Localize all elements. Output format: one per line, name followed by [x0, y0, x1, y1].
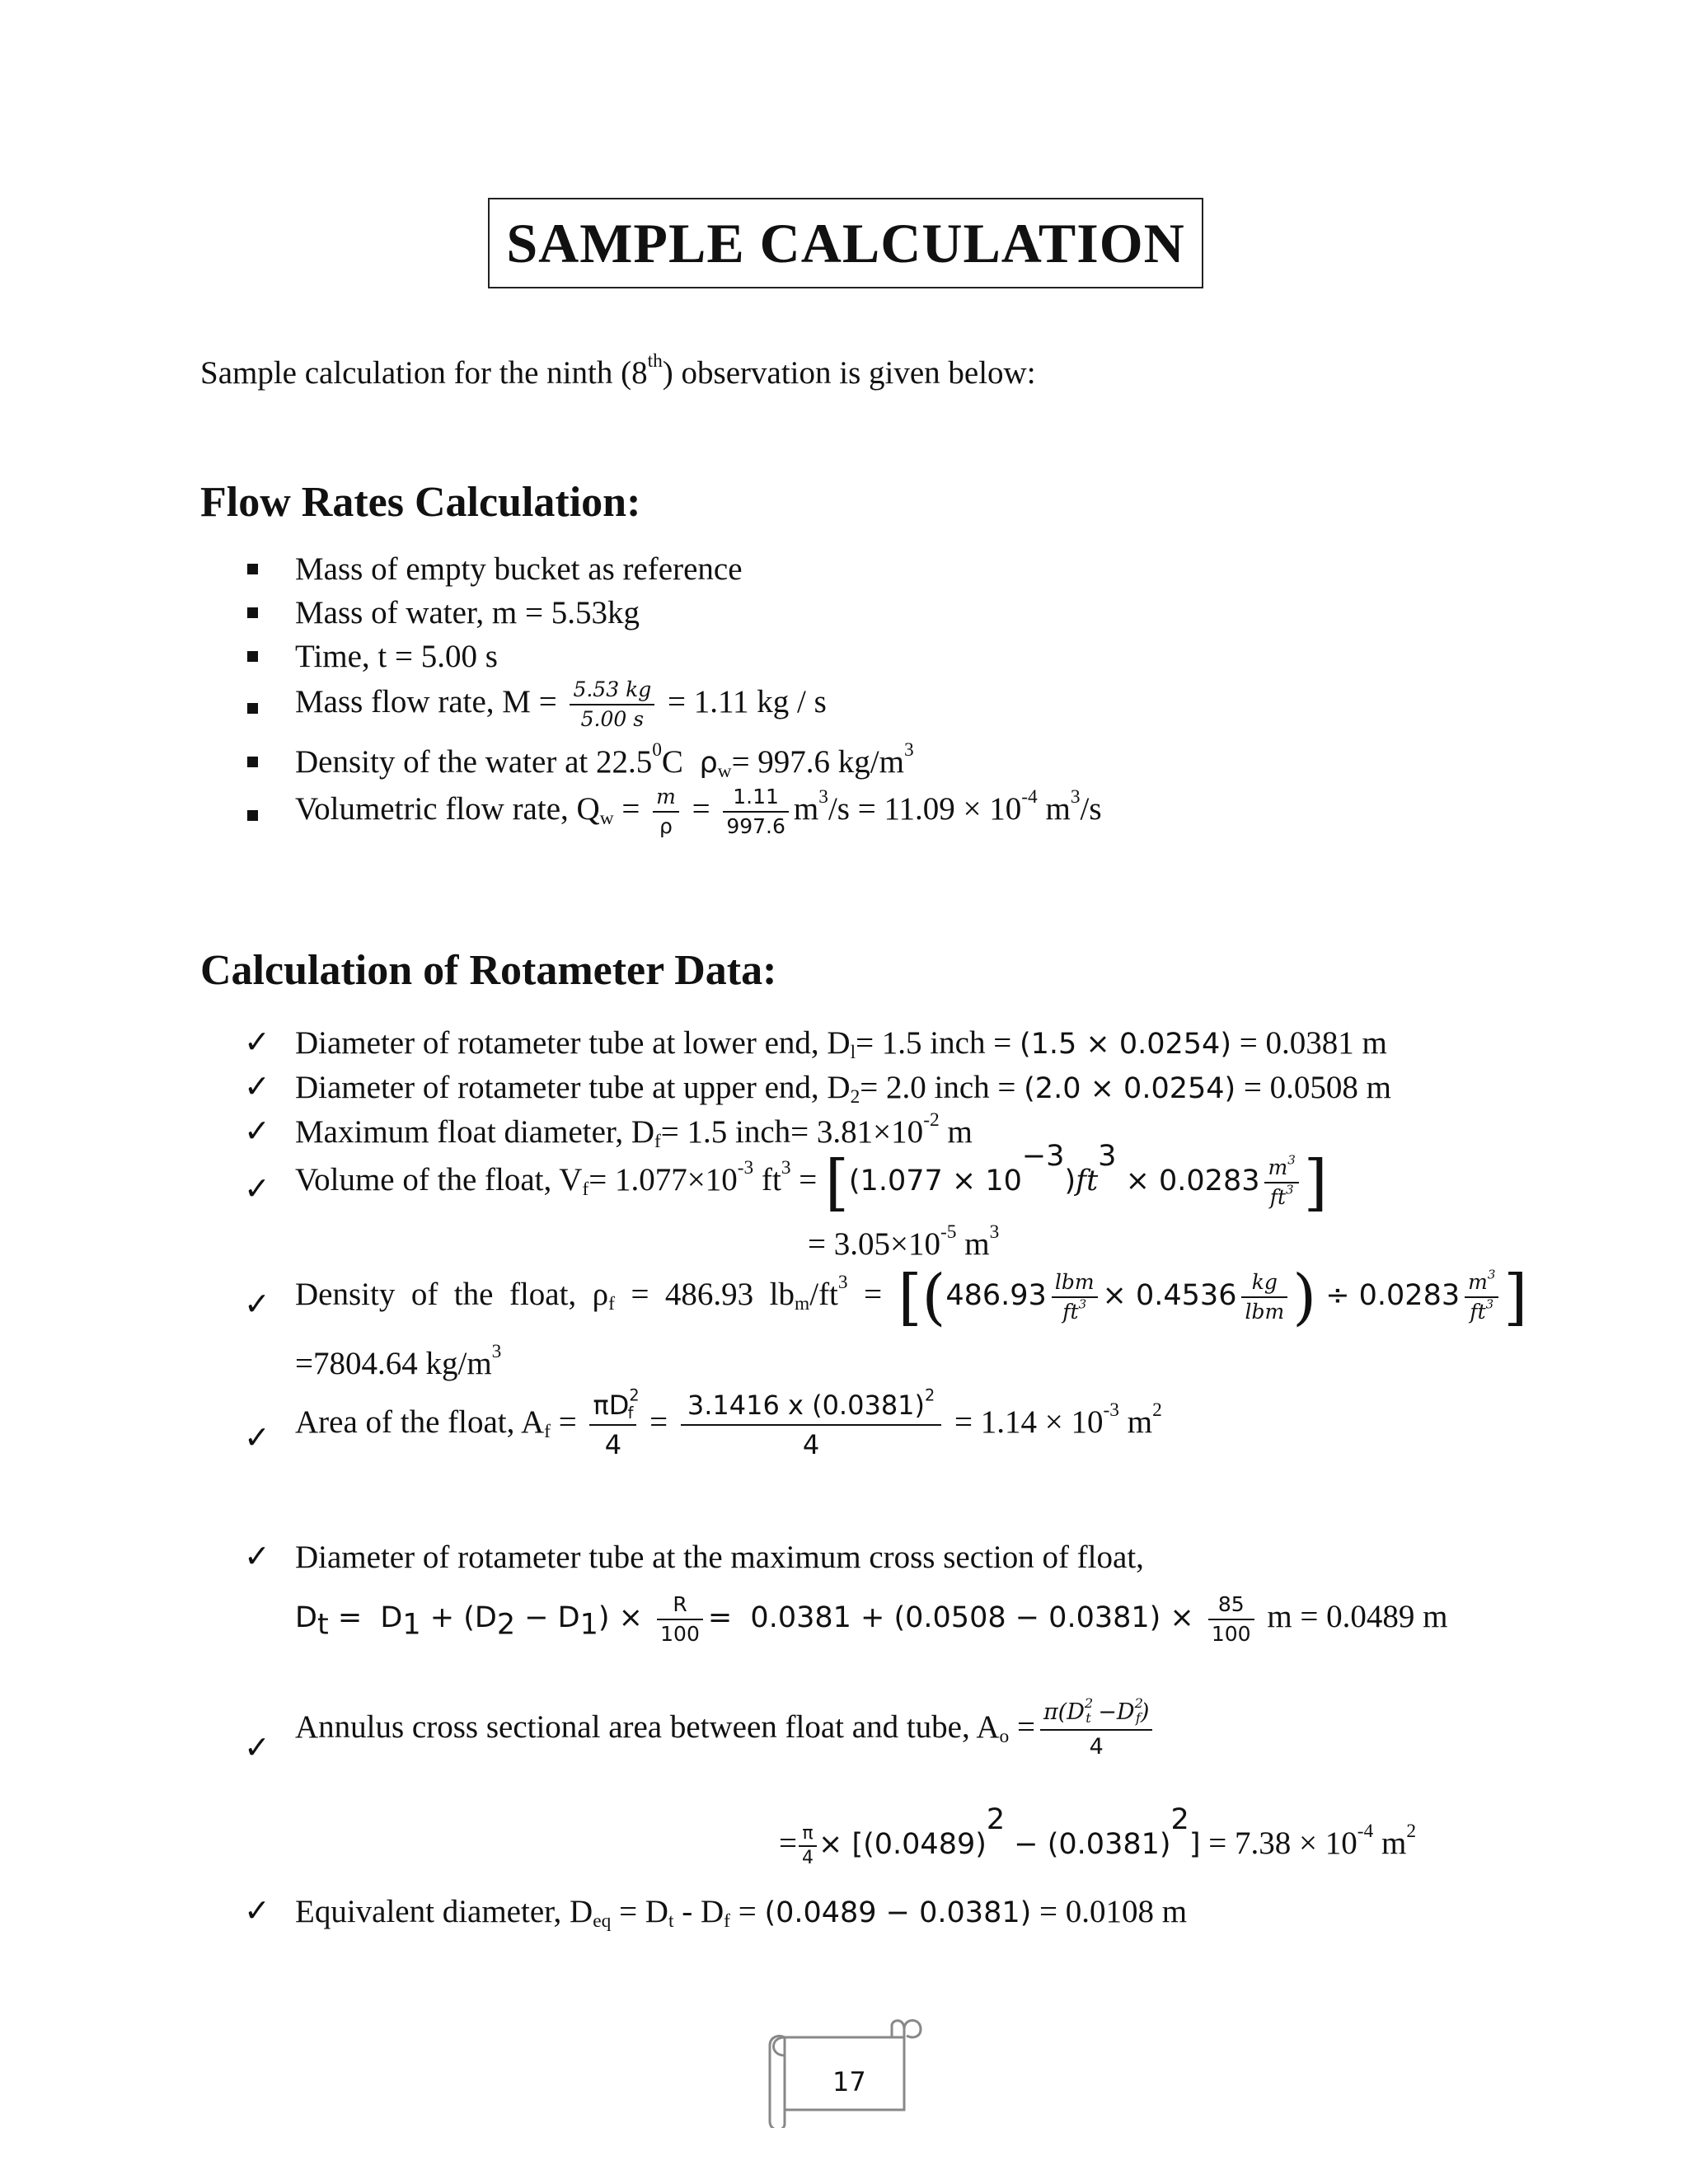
density-value: = 997.6 kg/m	[731, 744, 904, 780]
dt-lhs: D	[295, 1601, 317, 1634]
af-num1: πD	[593, 1390, 630, 1421]
annulus-formula-fraction	[1040, 1696, 1152, 1764]
vf-result-sup: -5	[940, 1221, 957, 1244]
bullet-icon	[247, 703, 258, 714]
vf-ft: ft	[1076, 1164, 1099, 1197]
dt-lhs-sub: t	[316, 1608, 329, 1642]
vf-unit-fraction	[1264, 1154, 1298, 1212]
pi-df-fraction	[589, 1385, 640, 1464]
ao-num-sub2: f	[1135, 1710, 1141, 1727]
fraction-denominator: 4	[604, 1429, 622, 1460]
fraction-denominator: 4	[1089, 1734, 1104, 1760]
intro-sup: th	[647, 350, 663, 373]
df-sub: f	[654, 1130, 661, 1152]
rota-annulus-result	[779, 1803, 1417, 1870]
degree-sup: 0	[652, 739, 662, 762]
rhof-unit: /ft	[809, 1276, 838, 1312]
deq-sub: eq	[593, 1910, 612, 1932]
degree-unit: C	[661, 744, 683, 780]
vf-expr-close: )	[1064, 1164, 1076, 1197]
vf-label: Volume of the float, V	[295, 1161, 583, 1197]
d2-mid: = 2.0 inch =	[860, 1070, 1025, 1105]
deq-mid2: - D	[673, 1894, 724, 1929]
dt-s3: 1	[579, 1608, 598, 1642]
af-result-unit-sup: 2	[1152, 1399, 1162, 1422]
rho-symbol: ρ	[699, 747, 718, 780]
vf-uden: ft	[1269, 1185, 1286, 1209]
fraction-numerator: m	[653, 783, 679, 813]
title-box	[488, 198, 1203, 288]
checkmark-icon: ✓	[244, 1892, 270, 1929]
ao-num: π(D	[1043, 1699, 1085, 1725]
volumetric-result: /s = 11.09 × 10	[828, 790, 1022, 827]
bullet-icon	[247, 564, 258, 574]
kg-lbm-fraction	[1241, 1268, 1287, 1326]
dt-eq2: = 0.0381 + (0.0508 − 0.0381) ×	[707, 1601, 1203, 1634]
dt-s2: 2	[496, 1608, 516, 1642]
fraction-numerator: 85	[1208, 1591, 1254, 1620]
left-bracket: [	[825, 1147, 849, 1218]
rota-dt-label: Diameter of rotameter tube at the maximum cross section of float,	[295, 1540, 1144, 1575]
rhof-times: × 0.4536	[1102, 1278, 1237, 1312]
rhof-sub: f	[608, 1292, 615, 1315]
checkmark-icon: ✓	[244, 1170, 270, 1207]
ao-result: = 7.38 × 10	[1200, 1825, 1357, 1861]
equals-sign: =	[621, 790, 640, 827]
fraction-numerator: 5.53 kg	[570, 676, 654, 705]
checkmark-icon: ✓	[244, 1286, 270, 1322]
fraction-numerator	[1264, 1154, 1298, 1183]
fraction-denominator	[1465, 1298, 1498, 1326]
vf-unum: m	[1268, 1155, 1288, 1179]
fraction-denominator: 5.00 s	[580, 707, 645, 731]
volumetric-fraction	[723, 783, 789, 841]
fraction-numerator	[681, 1386, 941, 1426]
vf-unum-sup: 3	[1287, 1152, 1296, 1168]
fraction-numerator: lbm	[1052, 1268, 1098, 1298]
m-over-rho-fraction	[653, 783, 679, 841]
mass-flow-fraction	[570, 676, 654, 733]
vf-expr: (1.077 × 10	[848, 1164, 1022, 1197]
d1-sub: l	[850, 1041, 856, 1063]
right-bracket: ]	[1503, 1262, 1528, 1333]
d1-mid: = 1.5 inch =	[856, 1025, 1020, 1061]
m3-ft3-fraction	[1465, 1268, 1498, 1326]
ao-sub: o	[999, 1725, 1010, 1747]
deq-label: Equivalent diameter, D	[295, 1894, 593, 1929]
rota-float-area	[295, 1386, 1162, 1464]
checkmark-icon: ✓	[244, 1729, 270, 1765]
vf-unit-sup: 3	[781, 1157, 791, 1179]
mass-flow-label: Mass flow rate, M =	[295, 683, 557, 719]
ao-expr: × [(0.0489)	[818, 1827, 987, 1861]
rhof-result: =7804.64 kg/m	[295, 1346, 492, 1381]
ao-result-sup: -4	[1357, 1820, 1374, 1842]
vf-result: = 3.05×10	[808, 1226, 940, 1262]
af-num1-sup: 2	[629, 1385, 640, 1405]
deq-expr: (0.0489 − 0.0381)	[764, 1896, 1032, 1929]
df-label: Maximum float diameter, D	[295, 1114, 654, 1150]
r-over-100-fraction	[657, 1591, 703, 1648]
checkmark-icon: ✓	[244, 1419, 270, 1455]
rota-lower-diameter	[295, 1024, 1387, 1062]
vf-mid: = 1.077×10	[588, 1161, 738, 1197]
vf-sup: -3	[737, 1157, 754, 1179]
fraction-numerator	[1040, 1696, 1152, 1731]
rota-equivalent-diameter	[295, 1893, 1187, 1930]
fraction-denominator: 4	[802, 1429, 820, 1460]
exponent-sup: -4	[1021, 786, 1038, 808]
flow-item-3: Time, t = 5.00 s	[295, 639, 498, 674]
deq-mid3: =	[729, 1894, 765, 1929]
fraction-denominator: 997.6	[726, 814, 785, 838]
ao-expr-sup2: 2	[1170, 1803, 1189, 1836]
unit-sup: 3	[1070, 786, 1081, 808]
bullet-icon	[247, 607, 258, 618]
rhof-value: 486.93	[945, 1278, 1047, 1312]
dt-eq: = D	[328, 1601, 403, 1634]
af-result-sup: -3	[1103, 1399, 1119, 1422]
rhof-unit-sup: 3	[837, 1272, 848, 1294]
rhof-div: ÷ 0.0283	[1316, 1278, 1461, 1312]
equals-sign: =	[1009, 1708, 1035, 1745]
fraction-denominator: 4	[802, 1847, 814, 1868]
left-bracket: [(	[898, 1262, 946, 1333]
checkmark-icon: ✓	[244, 1024, 270, 1060]
rota-float-volume-result	[808, 1221, 1000, 1263]
right-bracket: ]	[1303, 1147, 1328, 1218]
af-num2-sup: 2	[925, 1385, 935, 1405]
flow-item-2: Mass of water, m = 5.53kg	[295, 595, 640, 630]
rota-dt-formula	[295, 1591, 1448, 1648]
section-heading-flow: Flow Rates Calculation:	[200, 479, 641, 526]
fraction-denominator	[1052, 1298, 1098, 1326]
page-title: SAMPLE CALCULATION	[506, 211, 1185, 274]
af-label: Area of the float, A	[295, 1404, 545, 1440]
df-sup: -2	[923, 1109, 940, 1132]
rota-float-volume	[295, 1140, 1328, 1218]
ao-label: Annulus cross sectional area between float and tube, A	[295, 1708, 1000, 1745]
lbm-ft3-fraction	[1052, 1268, 1098, 1326]
ao-num-end: )	[1140, 1699, 1150, 1725]
volumetric-unit-end: /s	[1080, 790, 1102, 827]
af-sub: f	[544, 1420, 551, 1442]
af-result-unit: m	[1118, 1404, 1153, 1440]
fraction-denominator: lbm	[1245, 1300, 1285, 1324]
fraction-denominator	[1264, 1183, 1298, 1212]
vf-times: × 0.0283	[1116, 1164, 1260, 1197]
rhof-u3-num: m	[1468, 1270, 1488, 1294]
checkmark-icon: ✓	[244, 1538, 270, 1574]
ao-num-sub1: t	[1085, 1710, 1091, 1727]
d2-label: Diameter of rotameter tube at upper end, D	[295, 1070, 851, 1105]
af-num2: 3.1416 x (0.0381)	[687, 1390, 926, 1421]
rhof-u1-den-sup: 3	[1078, 1296, 1087, 1312]
ao-num-mid: −D	[1090, 1699, 1135, 1725]
85-over-100-fraction	[1208, 1591, 1254, 1648]
intro-text-end: ) observation is given below:	[662, 355, 1036, 391]
equals-sign: =	[847, 1276, 898, 1312]
rhof-u1-den: ft	[1062, 1300, 1079, 1324]
rhof-result-sup: 3	[491, 1341, 502, 1363]
ao-expr-sup1: 2	[986, 1803, 1006, 1836]
bullet-icon	[247, 810, 258, 821]
intro-text: Sample calculation for the ninth (8	[200, 355, 648, 391]
vf-expr-sup: −3	[1021, 1140, 1065, 1174]
dt-plus: + (D	[420, 1601, 497, 1634]
volumetric-sub: w	[599, 807, 614, 829]
ao-num-sup1: 2	[1084, 1695, 1094, 1712]
rhof-mid: = 486.93 lb	[614, 1276, 795, 1312]
intro-line	[200, 350, 1036, 391]
deq-sub2: t	[668, 1910, 674, 1932]
equals-sign: =	[779, 1825, 797, 1861]
area-value-fraction	[681, 1386, 941, 1464]
flow-item-volumetric	[295, 783, 1102, 841]
checkmark-icon: ✓	[244, 1113, 270, 1149]
rhof-u3-num-sup: 3	[1487, 1267, 1496, 1282]
pi-over-4-fraction	[799, 1822, 817, 1870]
page-number: 17	[832, 2066, 866, 2097]
equals-sign: =	[692, 790, 710, 827]
right-paren: )	[1292, 1262, 1317, 1333]
rho-sub: w	[717, 760, 732, 782]
d1-expr: (1.5 × 0.0254)	[1019, 1028, 1231, 1061]
rhof-label: Density of the float, ρ	[295, 1276, 609, 1312]
dt-times: ) ×	[598, 1601, 653, 1634]
equals-sign: =	[649, 1404, 668, 1440]
rota-annulus-area	[295, 1696, 1157, 1764]
fraction-denominator: ρ	[659, 814, 673, 838]
mass-flow-result: = 1.11 kg / s	[667, 683, 827, 719]
ao-num-sup2: 2	[1134, 1695, 1143, 1712]
af-num1-sub: f	[627, 1403, 634, 1422]
flow-item-mass-flow	[295, 676, 827, 733]
d1-result: = 0.0381 m	[1231, 1025, 1387, 1061]
deq-sub3: f	[724, 1910, 730, 1932]
fraction-numerator: R	[657, 1591, 703, 1620]
equals-sign: =	[550, 1404, 577, 1440]
density-label: Density of the water at 22.5	[295, 744, 653, 780]
rota-float-diameter	[295, 1109, 973, 1152]
checkmark-icon: ✓	[244, 1068, 270, 1104]
equals-sign: =	[790, 1161, 826, 1197]
dt-result: m = 0.0489 m	[1259, 1598, 1448, 1634]
bullet-icon	[247, 757, 258, 767]
dt-s1: 1	[402, 1608, 421, 1642]
fraction-numerator: 1.11	[723, 783, 789, 813]
ao-result-unit: m	[1373, 1825, 1407, 1861]
ao-expr2: − (0.0381)	[1005, 1827, 1171, 1861]
fraction-numerator: π	[799, 1822, 817, 1847]
d1-label: Diameter of rotameter tube at lower end, D	[295, 1025, 851, 1061]
section-heading-rotameter: Calculation of Rotameter Data:	[200, 947, 777, 994]
flow-item-density	[295, 739, 914, 782]
af-result: = 1.14 × 10	[954, 1404, 1104, 1440]
fraction-denominator: 100	[660, 1622, 700, 1646]
fraction-denominator: 100	[1211, 1622, 1251, 1646]
rota-upper-diameter	[295, 1069, 1391, 1106]
rhof-u3-den-sup: 3	[1485, 1296, 1494, 1312]
d2-sub: 2	[850, 1085, 860, 1108]
vf-uden-sup: 3	[1286, 1182, 1294, 1197]
vf-ft-sup: 3	[1098, 1140, 1117, 1174]
fraction-numerator: kg	[1241, 1268, 1287, 1298]
ao-expr3: ]	[1189, 1827, 1201, 1861]
deq-mid: = D	[611, 1894, 668, 1929]
density-sup: 3	[903, 739, 914, 762]
d2-result: = 0.0508 m	[1236, 1070, 1392, 1105]
fraction-numerator	[589, 1385, 640, 1426]
flow-item-1: Mass of empty bucket as reference	[295, 551, 743, 587]
bullet-icon	[247, 651, 258, 662]
df-mid: = 1.5 inch= 3.81×10	[660, 1114, 924, 1150]
rhof-u3-den: ft	[1470, 1300, 1486, 1324]
df-unit: m	[939, 1114, 973, 1150]
deq-result: = 0.0108 m	[1031, 1894, 1188, 1929]
vf-result-unit-sup: 3	[989, 1221, 1000, 1244]
fraction-numerator	[1465, 1268, 1498, 1298]
rota-float-density-result	[295, 1341, 502, 1382]
dt-minus: − D	[515, 1601, 580, 1634]
vf-result-unit: m	[956, 1226, 990, 1262]
rota-float-density	[295, 1262, 1528, 1333]
vf-sub: f	[582, 1178, 589, 1200]
volumetric-unit: m	[793, 790, 819, 827]
vf-unit: ft	[753, 1161, 781, 1197]
rhof-mid-sub: m	[795, 1292, 810, 1315]
ao-result-unit-sup: 2	[1406, 1820, 1417, 1842]
unit-sup: 3	[818, 786, 828, 808]
volumetric-unit-2: m	[1037, 790, 1071, 827]
volumetric-label: Volumetric flow rate, Q	[295, 790, 600, 827]
d2-expr: (2.0 × 0.0254)	[1024, 1072, 1236, 1105]
